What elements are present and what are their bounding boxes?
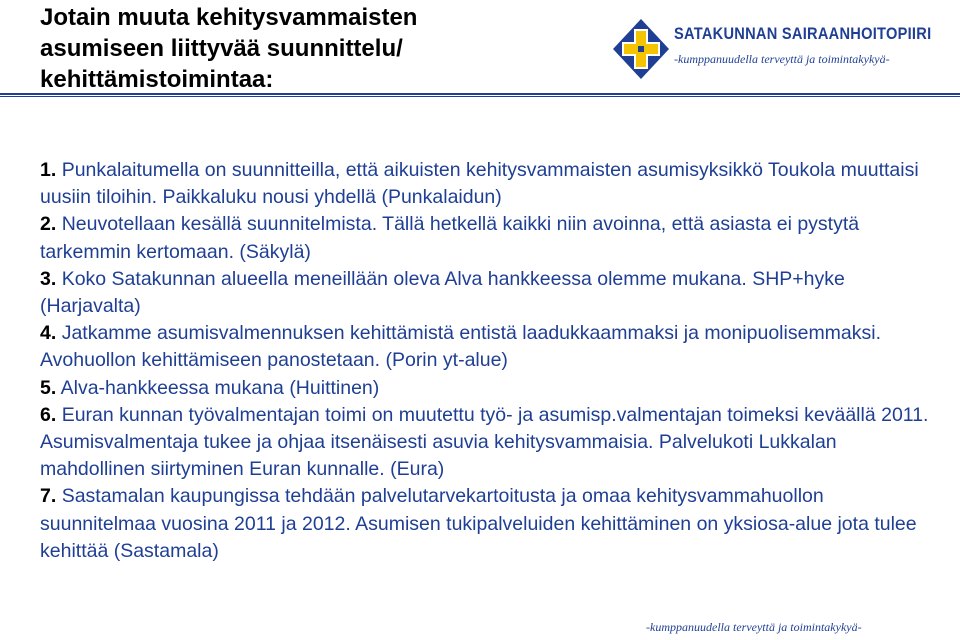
item-number: 5. bbox=[40, 376, 57, 399]
list-item bbox=[40, 211, 945, 265]
organization-slogan: -kumppanuudella terveyttä ja toimintakykyä- bbox=[674, 52, 890, 66]
list-item bbox=[40, 266, 945, 320]
item-number: 7. bbox=[40, 485, 57, 508]
slide-title-line: asumiseen liittyvää suunnittelu/ bbox=[40, 35, 403, 62]
item-text: Koko Satakunnan alueella meneillään oleva Alva hankkeessa olemme mukana. SHP+hyke (Harjavalta) bbox=[40, 267, 845, 318]
list-item bbox=[40, 483, 945, 565]
list-item bbox=[40, 402, 945, 484]
item-text: Sastamalan kaupungissa tehdään palvelutarvekartoitusta ja omaa kehitysvammahuollon suunnitelmaa vuosina 2011 ja 2012. Asumisen tukipalveluiden kehittäminen on yksiosa-alue jota tulee kehittää (Sastamala) bbox=[40, 485, 917, 562]
slide-title-line: Jotain muuta kehitysvammaisten bbox=[40, 4, 418, 31]
list-item bbox=[40, 375, 945, 402]
list-item bbox=[40, 320, 945, 374]
item-number: 4. bbox=[40, 322, 57, 345]
item-list bbox=[40, 157, 945, 565]
organization-logo bbox=[612, 18, 942, 80]
item-number: 1. bbox=[40, 159, 57, 181]
item-number: 2. bbox=[40, 213, 57, 236]
item-number: 6. bbox=[40, 403, 57, 426]
slide-title bbox=[40, 2, 580, 95]
item-text: Euran kunnan työvalmentajan toimi on muutettu työ- ja asumisp.valmentajan toimeksi keväällä 2011. Asumisvalmentaja tukee ja ohjaa itsenäisesti asuvia kehitysvammaisia. Palvelukoti Lukkalan mahdollinen siirtyminen Euran kunnalle. (Eura) bbox=[40, 403, 929, 481]
cross-emblem-icon bbox=[612, 18, 670, 80]
item-text: Punkalaitumella on suunnitteilla, että aikuisten kehitysvammaisten asumisyksikkö Toukola muuttaisi uusiin tiloihin. Paikkaluku nousi yhdellä (Punkalaidun) bbox=[40, 159, 919, 209]
item-text: Alva-hankkeessa mukana (Huittinen) bbox=[60, 376, 380, 399]
slide-title-line: kehittämistoimintaa: bbox=[40, 66, 274, 93]
organization-name: SATAKUNNAN SAIRAANHOITOPIIRI bbox=[674, 24, 932, 43]
list-item bbox=[40, 157, 945, 211]
item-number: 3. bbox=[40, 267, 57, 290]
item-text: Jatkamme asumisvalmennuksen kehittämistä entistä laadukkaammaksi ja monipuolisemmaksi. Avohuollon kehittämiseen panostetaan. (Porin yt-alue) bbox=[40, 322, 882, 372]
item-text: Neuvotellaan kesällä suunnitelmista. Tällä hetkellä kaikki niin avoinna, että asiasta ei pystytä tarkemmin kertomaan. (Säkylä) bbox=[40, 213, 860, 263]
footer-slogan: -kumppanuudella terveyttä ja toimintakykyä- bbox=[646, 620, 862, 634]
header-divider bbox=[0, 93, 960, 97]
